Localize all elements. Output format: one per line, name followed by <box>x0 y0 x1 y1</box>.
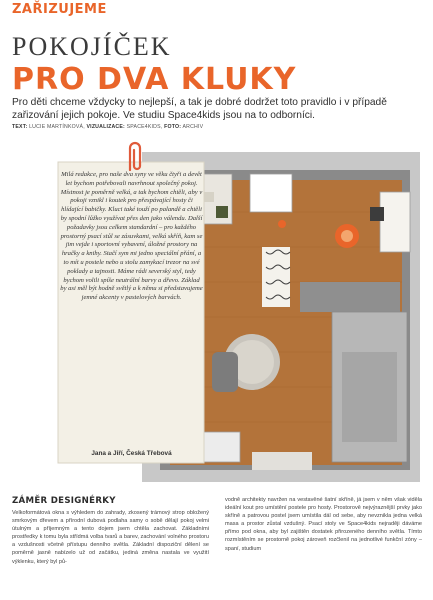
title-line-1: POKOJÍČEK <box>12 32 172 61</box>
credit-viz-value: SPACE4KIDS, <box>126 124 163 130</box>
credit-photo-value: ARCHIV <box>182 124 204 130</box>
credits <box>12 124 203 130</box>
credit-viz-label: VIZUALIZACE: <box>86 124 125 130</box>
letter-text: Milá redakce, pro naše dva syny ve věku čtyři a devět let bychom potřebovali navrhnout společný pokoj. Místnost je poměrně velká, a tak bychom chtěli, aby v pokoji vznikl i koutek pro přespávající hosty či hlídající babičky. Kluci také touží po palandě a chtěli by spodní lůžko využívat přes den jako válendu. Další požadavky jsou celkem standardní – pro každého prostorný psací stůl se zásuvkami, velká skříň, kam se jim vejde i sportovní vybavení, úložné prostory na hračky a knihy. Stačí sym mi jedno speciální přání, a to mít u postele nebo u stolu zamykací trezor na své poklady a tajnosti. Máme rádi severský styl, tedy bychom volili spíše neutrální barvy a dřevo. Základ by asi měl být hodně světlý a k němu si představujeme jemné akcenty v pastelových barvách. <box>60 171 203 302</box>
credit-photo-label: FOTO: <box>164 124 182 130</box>
title-line-2: PRO DVA KLUKY <box>12 62 297 97</box>
article-heading: ZÁMĚR DESIGNÉRKY <box>12 496 116 506</box>
paperclip-icon <box>120 140 148 174</box>
article-column-2: vodně architekty navržen na vestavěné šatní skříně, já jsem v něm však viděla ideální kout pro umístění postele pro hosty. Prostorově nejvýraznější prvky jako skříně a patrovou postel jsem umístila dál od sebe, aby nevznikla jedna velká masa a prostor zůstal vzdušný. Psací stoly ve Space4kids nejraději dáváme přímo pod okna, aby byl zajištěn dostatek přirozeného denního světla. Tímto rozmístěním se prostorně pokoj zároveň rozčlenil na jednotlivé funkční zóny – spaní, studium <box>225 497 422 552</box>
lead-paragraph: Pro děti chceme vždycky to nejlepší, a tak je dobré dodržet toto pravidlo i v případě zařizování jejich pokoje. Ve studiu Space4kids jsou na to odborníci. <box>12 97 387 121</box>
article-column-1: Velkoformátová okna s výhledem do zahrady, zkosený trámový strop obložený smrkovým dřevem a přírodní dubová podlaha samy o sobě dělají pokoj velmi útulným a příjemným a tento dojem jsem chtěla zachovat. Základními prostředky k tomu byla střídmá volba tvarů a barev, zachování volného prostoru a vzdušnosti včetně přístupu denního světla. Základní dispoziční dělení se poměrně jasně nabízelo už od začátku, jediná změna nastala ve využití výklenku, který byl pů- <box>12 510 209 565</box>
letter-signature: Jana a Jiří, Česká Třebová <box>91 450 172 457</box>
credit-text-value: LUCIE MARTÍNKOVÁ, <box>29 124 85 130</box>
section-label: ZAŘIZUJEME <box>12 2 107 17</box>
credit-text-label: TEXT: <box>12 124 28 130</box>
